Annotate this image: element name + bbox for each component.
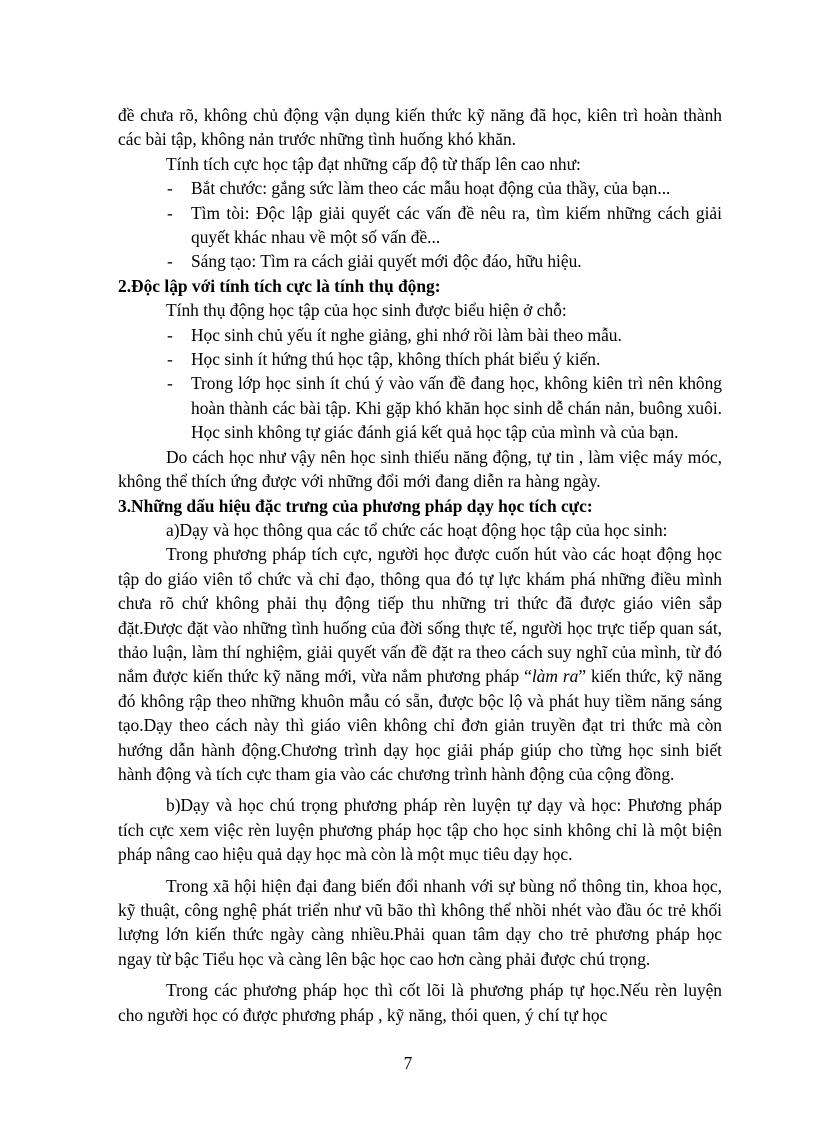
page-number: 7 xyxy=(403,1053,413,1073)
intro-continuation: đề chưa rõ, không chủ động vận dụng kiến thức kỹ năng đã học, kiên trì hoàn thành các bài tập, không nản trước những tình huống khó khăn. xyxy=(118,105,722,150)
list-item: - Sáng tạo: Tìm ra cách giải quyết mới độc đáo, hữu hiệu. xyxy=(167,251,582,272)
subsection-b-body-1: Trong xã hội hiện đại đang biến đổi nhanh với sự bùng nổ thông tin, khoa học, kỹ thuật, công nghệ phát triển như vũ bão thì không thể nhồi nhét vào đầu óc trẻ khối lượng lớn kiến thức ngày càng nhiều.Phải quan tâm dạy cho trẻ phương pháp học ngay từ bậc Tiểu học và càng lên bậc học cao hơn càng phải được chú trọng. xyxy=(118,875,722,969)
section-2-heading: 2.Độc lập với tính tích cực là tính thụ động: xyxy=(118,275,441,296)
passive-list xyxy=(118,323,722,445)
section-2-conclusion: Do cách học như vậy nên học sinh thiếu năng động, tự tin , làm việc máy móc, không thể thích ứng được với những đổi mới đang diễn ra hàng ngày. xyxy=(118,446,722,492)
list-item: - Bắt chước: gắng sức làm theo các mẫu hoạt động của thầy, của bạn... xyxy=(167,178,671,199)
list-item: - Trong lớp học sinh ít chú ý vào vấn đề đang học, không kiên trì nên không hoàn thành các bài tập. Khi gặp khó khăn học sinh dễ chán nản, buông xuôi. Học sinh không tự giác đánh giá kết quả học tập của mình và của bạn. xyxy=(167,373,722,443)
list-item: - Tìm tòi: Độc lập giải quyết các vấn đề nêu ra, tìm kiếm những cách giải quyết khác nhau về một số vấn đề... xyxy=(167,202,722,248)
subsection-a-title: a)Dạy và học thông qua các tổ chức các hoạt động học tập của học sinh: xyxy=(166,519,668,540)
italic-term: làm ra xyxy=(531,666,579,687)
list-item: - Học sinh ít hứng thú học tập, không thích phát biểu ý kiến. xyxy=(167,349,601,370)
list-item: - Học sinh chủ yếu ít nghe giảng, ghi nhớ rồi làm bài theo mẫu. xyxy=(167,324,622,345)
levels-list xyxy=(118,176,722,274)
document-page xyxy=(118,103,722,1027)
levels-intro: Tính tích cực học tập đạt những cấp độ từ thấp lên cao như: xyxy=(166,153,581,174)
subsection-b-body-2: Trong các phương pháp học thì cốt lõi là phương pháp tự học.Nếu rèn luyện cho người học có được phương pháp , kỹ năng, thói quen, ý chí tự học xyxy=(118,980,722,1025)
section-2-intro: Tính thụ động học tập của học sinh được biểu hiện ở chỗ: xyxy=(166,300,567,321)
subsection-a-body: Trong phương pháp tích cực, người học được cuốn hút vào các hoạt động học tập do giáo viên tổ chức và chỉ đạo, thông qua đó tự lực khám phá những điều mình chưa rõ chứ không phải thụ động tiếp thu những tri thức đã được giáo viên sắp đặt.Được đặt vào những tình huống của đời sống thực tế, người học trực tiếp quan sát, thảo luận, làm thí nghiệm, giải quyết vấn đề đặt ra theo cách suy nghĩ của mình, từ đó nắm được kiến thức kỹ năng mới, vừa nắm phương pháp “làm ra” kiến thức, kỹ năng đó không rập theo những khuôn mẫu có sẵn, được bộc lộ và phát huy tiềm năng sáng tạo.Dạy theo cách này thì giáo viên không chỉ đơn giản truyền đạt tri thức mà còn hướng dẫn hành động.Chương trình dạy học giải pháp giúp cho từng học sinh biết hành động và tích cực tham gia vào các chương trình hành động của cộng đồng. xyxy=(118,544,722,784)
subsection-b-paragraph: b)Dạy và học chú trọng phương pháp rèn luyện tự dạy và học: Phương pháp tích cực xem việc rèn luyện phương pháp học tập cho học sinh không chỉ là một biện pháp nâng cao hiệu quả dạy học mà còn là một mục tiêu dạy học. xyxy=(118,795,722,865)
section-3-heading: 3.Những dấu hiệu đặc trưng của phương pháp dạy học tích cực: xyxy=(118,495,593,516)
